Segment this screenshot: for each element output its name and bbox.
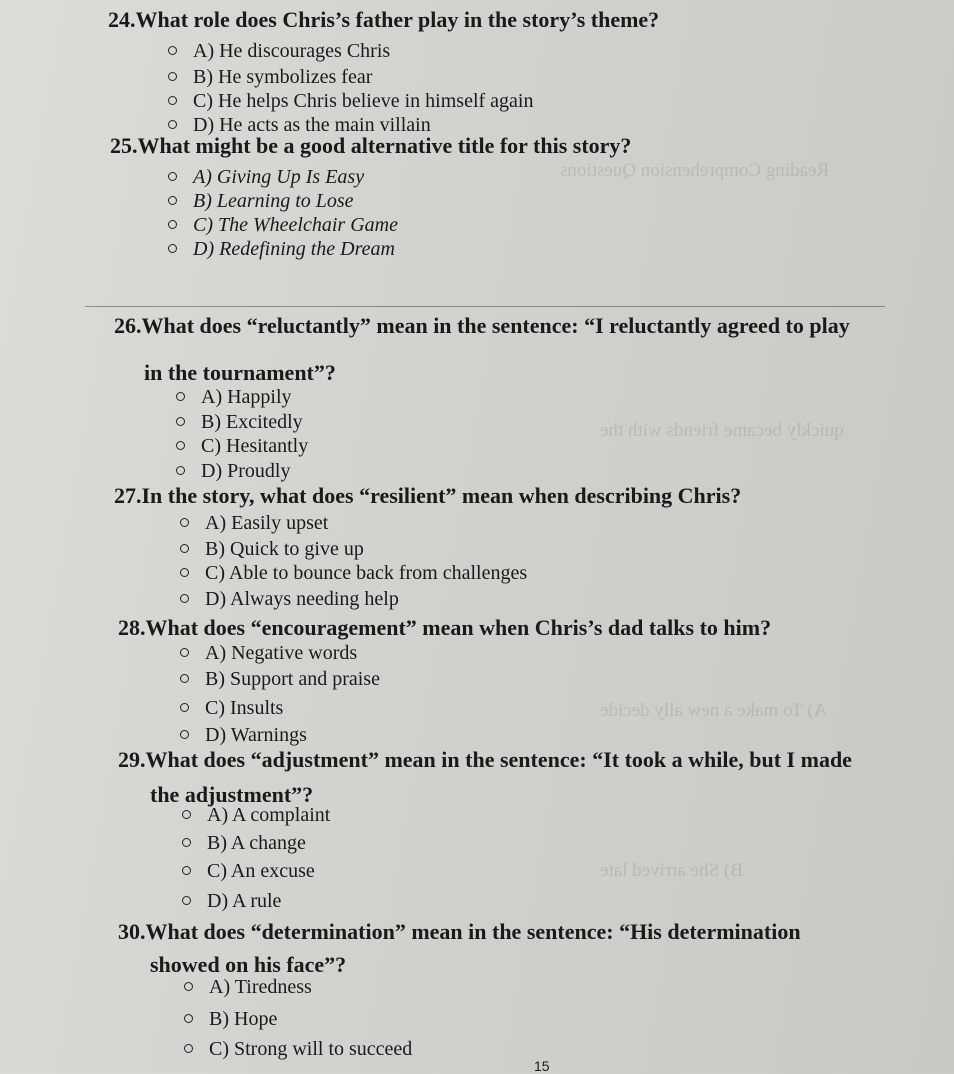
option-29c[interactable]: C) An excuse	[182, 860, 315, 883]
radio-icon	[184, 982, 193, 991]
option-26a[interactable]: A) Happily	[176, 386, 292, 409]
bleed-through-text: quickly became friends with the	[600, 420, 844, 441]
question-29-cont: the adjustment”?	[150, 782, 314, 807]
option-30b[interactable]: B) Hope	[184, 1008, 277, 1031]
radio-icon	[168, 120, 177, 129]
radio-icon	[180, 703, 189, 712]
radio-icon	[180, 594, 189, 603]
radio-icon	[180, 730, 189, 739]
option-25d[interactable]: D) Redefining the Dream	[168, 238, 395, 261]
question-28: 28.What does “encouragement” mean when Chris’s dad talks to him?	[118, 615, 772, 640]
radio-icon	[168, 46, 177, 55]
radio-icon	[180, 544, 189, 553]
option-30a[interactable]: A) Tiredness	[184, 976, 312, 999]
option-28a[interactable]: A) Negative words	[180, 642, 357, 665]
option-28c[interactable]: C) Insults	[180, 697, 283, 720]
option-26b[interactable]: B) Excitedly	[176, 411, 303, 434]
radio-icon	[184, 1014, 193, 1023]
option-27c[interactable]: C) Able to bounce back from challenges	[180, 562, 527, 585]
question-25: 25.What might be a good alternative title for this story?	[110, 133, 632, 158]
question-26-cont: in the tournament”?	[144, 360, 336, 385]
question-29: 29.What does “adjustment” mean in the sentence: “It took a while, but I made	[118, 747, 852, 772]
radio-icon	[180, 648, 189, 657]
question-24: 24.What role does Chris’s father play in the story’s theme?	[108, 7, 660, 32]
radio-icon	[182, 810, 191, 819]
radio-icon	[180, 674, 189, 683]
question-30: 30.What does “determination” mean in the sentence: “His determination	[118, 919, 801, 944]
radio-icon	[176, 392, 185, 401]
option-27a[interactable]: A) Easily upset	[180, 512, 328, 535]
radio-icon	[176, 417, 185, 426]
option-28b[interactable]: B) Support and praise	[180, 668, 380, 691]
bleed-through-text: A) To make a new ally decide	[600, 700, 828, 721]
radio-icon	[168, 244, 177, 253]
question-30-cont: showed on his face”?	[150, 952, 347, 977]
radio-icon	[176, 466, 185, 475]
bleed-through-text: B) She arrived late	[600, 860, 743, 881]
option-25c[interactable]: C) The Wheelchair Game	[168, 214, 398, 237]
option-28d[interactable]: D) Warnings	[180, 724, 307, 747]
option-25a[interactable]: A) Giving Up Is Easy	[168, 166, 364, 189]
radio-icon	[184, 1044, 193, 1053]
radio-icon	[168, 172, 177, 181]
option-24b[interactable]: B) He symbolizes fear	[168, 66, 372, 89]
option-26c[interactable]: C) Hesitantly	[176, 435, 308, 458]
option-29a[interactable]: A) A complaint	[182, 804, 330, 827]
option-27b[interactable]: B) Quick to give up	[180, 538, 364, 561]
question-26: 26.What does “reluctantly” mean in the sentence: “I reluctantly agreed to play	[114, 313, 850, 338]
radio-icon	[180, 568, 189, 577]
option-29d[interactable]: D) A rule	[182, 890, 281, 913]
radio-icon	[168, 96, 177, 105]
radio-icon	[182, 866, 191, 875]
option-24d[interactable]: D) He acts as the main villain	[168, 114, 431, 137]
question-27: 27.In the story, what does “resilient” mean when describing Chris?	[114, 483, 742, 508]
bleed-through-text: Reading Comprehension Questions	[560, 160, 830, 181]
radio-icon	[168, 72, 177, 81]
radio-icon	[182, 838, 191, 847]
option-29b[interactable]: B) A change	[182, 832, 306, 855]
divider	[85, 306, 885, 307]
option-30c[interactable]: C) Strong will to succeed	[184, 1038, 412, 1061]
radio-icon	[168, 196, 177, 205]
option-25b[interactable]: B) Learning to Lose	[168, 190, 354, 213]
radio-icon	[168, 220, 177, 229]
option-24c[interactable]: C) He helps Chris believe in himself again	[168, 90, 533, 113]
radio-icon	[176, 441, 185, 450]
option-26d[interactable]: D) Proudly	[176, 460, 290, 483]
radio-icon	[182, 896, 191, 905]
option-27d[interactable]: D) Always needing help	[180, 588, 399, 611]
option-24a[interactable]: A) He discourages Chris	[168, 40, 390, 63]
radio-icon	[180, 518, 189, 527]
page-number: 15	[534, 1058, 550, 1074]
